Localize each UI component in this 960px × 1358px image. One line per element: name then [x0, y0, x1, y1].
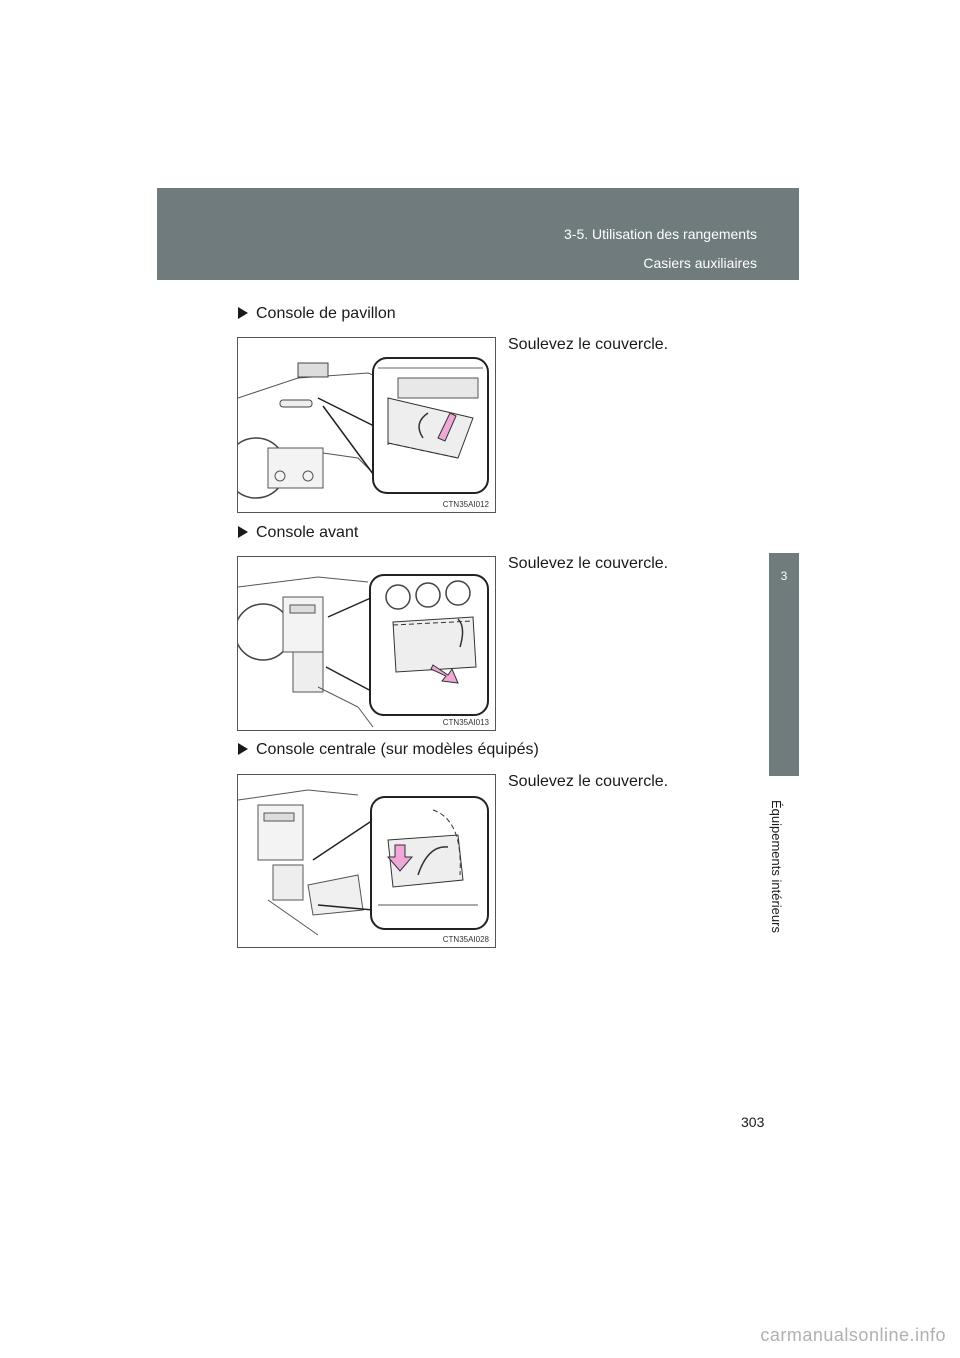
header-band	[157, 188, 799, 280]
section-heading-overhead: Console de pavillon	[238, 305, 396, 323]
watermark: carmanualsonline.info	[760, 1325, 946, 1345]
figure-front-console	[237, 556, 496, 731]
instruction-overhead: Soulevez le couvercle.	[508, 336, 669, 353]
figure-code: CTN35AI012	[442, 500, 489, 509]
triangle-bullet-icon	[238, 743, 248, 755]
header-subtitle: Casiers auxiliaires	[643, 255, 757, 271]
section-heading-front: Console avant	[238, 524, 358, 542]
triangle-bullet-icon	[238, 307, 248, 319]
instruction-front: Soulevez le couvercle.	[508, 555, 669, 572]
instruction-center: Soulevez le couvercle.	[508, 773, 669, 790]
chapter-label: Équipements intérieurs	[769, 800, 784, 933]
figure-code: CTN35AI028	[442, 935, 489, 944]
chapter-tab	[769, 553, 799, 776]
section-heading-center: Console centrale (sur modèles équipés)	[238, 741, 539, 759]
figure-center-console	[237, 774, 496, 948]
figure-overhead-console	[237, 337, 496, 513]
triangle-bullet-icon	[238, 526, 248, 538]
chapter-label-vertical	[770, 800, 798, 1060]
header-section-title: 3-5. Utilisation des rangements	[564, 226, 757, 242]
chapter-number: 3	[780, 569, 788, 583]
page-number: 303	[741, 1114, 765, 1130]
figure-code: CTN35AI013	[442, 718, 489, 727]
